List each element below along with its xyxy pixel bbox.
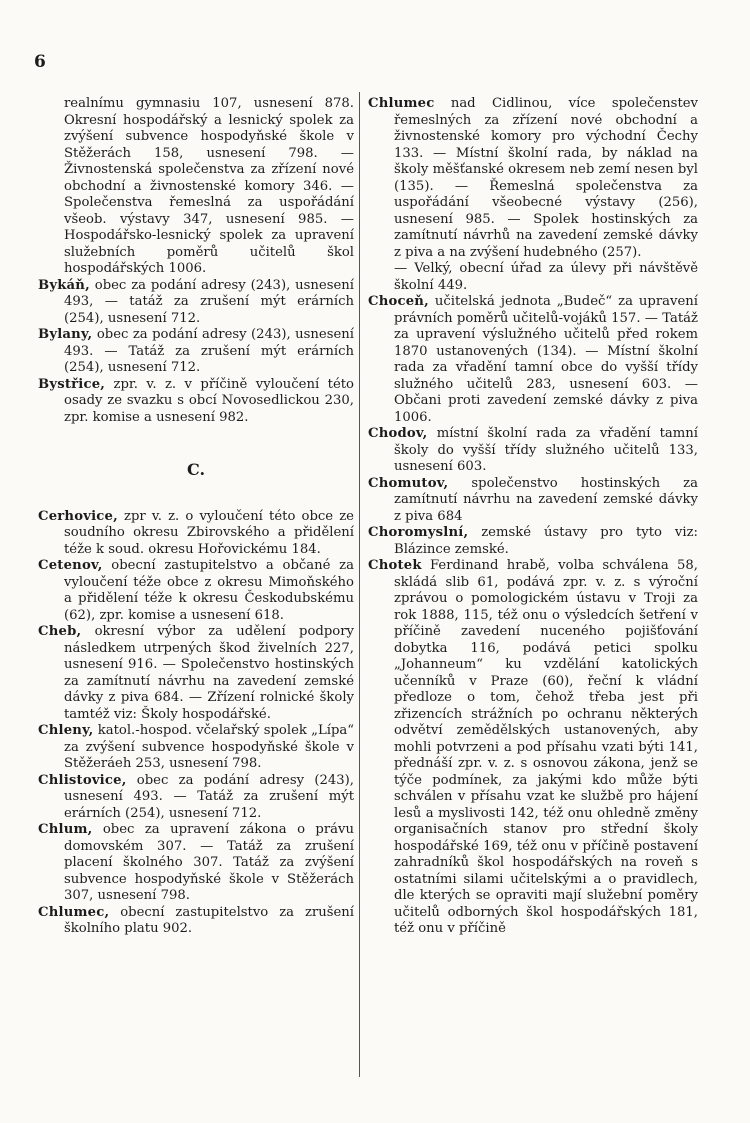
index-entry	[368, 426, 698, 476]
index-entry	[38, 822, 354, 905]
right-column	[368, 96, 698, 938]
entry-heading: Chomutov,	[368, 475, 449, 491]
entry-heading: Chotek	[368, 558, 422, 573]
entry-text: obec za upravení zákona o právu domovském 307. — Tatáž za zrušení placení školného 307. Tatáž za zvýšení subvence hospodyňské škole v Stěžerách 307, usnesení 798.	[64, 822, 354, 903]
index-entry	[38, 773, 354, 823]
column-divider	[359, 92, 360, 1077]
entry-heading: Bystřice,	[38, 376, 106, 392]
entry-heading: Cheb,	[38, 624, 82, 639]
entry-heading: Chlumec	[368, 96, 435, 111]
index-entry	[368, 261, 698, 294]
entry-text: obec za podání adresy (243), usnesení 493. — Tatáž za zrušení mýt erárních (254), usnesení 712.	[64, 772, 354, 821]
index-entry	[368, 96, 698, 261]
entry-text: učitelská jednota „Budeč“ za upravení právních poměrů učitelů-vojáků 157. — Tatáž za upravení výslužného učitelů před rokem 1870 ustanovených (134). — Místní školní rada za vřadění tamní obce do vyšší třídy služného učitelů 283, usnesení 603. — Občani proti zavedení zemské dávky z piva 1006.	[394, 294, 698, 425]
entry-text: obec za podání adresy (243), usnesení 493. — Tatáž za zrušení mýt erárních (254), usnesení 712.	[64, 327, 354, 375]
entry-heading: Cetenov,	[38, 558, 103, 573]
index-entry	[38, 509, 354, 559]
entry-text: obec za podání adresy (243), usnesení 493, — tatáž za zrušení mýt erárních (254), usnesení 712.	[64, 277, 354, 326]
index-entry	[38, 278, 354, 328]
entry-text: obecní zastupitelstvo za zrušení školního platu 902.	[64, 904, 354, 936]
index-entry	[38, 723, 354, 773]
entry-text: zpr v. z. o vyloučení této obce ze soudního okresu Zbirovského a přidělení téže k soud. okresu Hořovickému 184.	[64, 508, 354, 557]
section-heading: C.	[186, 460, 206, 479]
index-entry	[368, 558, 698, 938]
index-entry	[38, 327, 354, 377]
entry-heading: Chlistovice,	[38, 772, 127, 788]
entry-heading: Chodov,	[368, 426, 428, 441]
index-entry	[368, 294, 698, 426]
entry-heading: Bykáň,	[38, 277, 90, 293]
entry-heading: Chlum,	[38, 822, 93, 837]
entry-heading: Chleny,	[38, 723, 94, 738]
entry-text: Ferdinand hrabě, volba schválena 58, skládá slib 61, podává zpr. v. z. s výroční zprávou o pomologickém ústavu v Troji za rok 1888, 115, též onu o výsledcích šetření v příčině zavedení nuceného pojišťování dobytka 116, podává petici spolku „Johanneum“ ku vzdělání katolických učenníků v Praze (60), řeční k vládní předloze o tom, čehož třeba jest při zřizencích strážních po ochranu některých odvětví zemědělských ustanovených, aby mohli potvrzeni a pod přísahu vzati býti 141, přednáší zpr. v. z. s osnovou zákona, jenž se týče podmínek, za jakými kdo může býti schválen v přísahu vzat ke službě pro hájení lesů a myslivosti 142, též onu ohledně změny organisačních stanov pro střední školy hospodářské 169, též onu v příčině postavení zahradníků škol hospodářských na roveň s ostatními silami učitelskými a o pravidlech, dle kterých se opraviti mají služební poměry učitelů odborných škol hospodářských 181, též onu v příčině	[394, 558, 698, 936]
entry-heading: Bylany,	[38, 327, 93, 342]
entry-heading: Choceň,	[368, 294, 429, 309]
entry-text: okresní výbor za udělení podpory následkem utrpených škod živelních 227, usnesení 916. — Společenstvo hostinských za zamítnutí návrhu na zavedení zemské dávky z piva 684. — Zřízení rolnické školy tamtéž viz: Školy hospodářské.	[64, 624, 354, 722]
entry-text: — Velký, obecní úřad za úlevy při návštěvě školní 449.	[394, 261, 698, 293]
index-entry	[38, 624, 354, 723]
entry-text: katol.-hospod. včelařský spolek „Lípa“ za zvýšení subvence hospodyňské škole v Stěžeráeh 253, usnesení 798.	[64, 723, 354, 771]
continuation-text: realnímu gymnasiu 107, usnesení 878. Okresní hospodářský a lesnický spolek za zvýšení subvence hospodyňské škole v Stěžerách 158, usnesení 798. — Živnostenská společenstva za zřízení nové obchodní a živnostenské komory 346. — Společenstva řemeslná za uspořádání všeob. výstavy 347, usnesení 985. — Hospodářsko-lesnický spolek za upravení služebních poměrů učitelů škol hospodářských 1006.	[64, 96, 354, 276]
entry-text: zpr. v. z. v příčině vyloučení této osady ze svazku s obcí Novosedlickou 230, zpr. komise a usnesení 982.	[64, 376, 354, 425]
left-column	[38, 96, 354, 938]
index-entry	[38, 377, 354, 427]
page-number: 6	[34, 52, 46, 72]
entry-heading: Cerhovice,	[38, 508, 118, 524]
index-entry	[38, 558, 354, 624]
entry-heading: Choromyslní,	[368, 525, 469, 540]
index-entry	[368, 476, 698, 526]
entry-text: zemské ústavy pro tyto viz: Blázince zemské.	[394, 525, 698, 557]
entry-text: společenstvo hostinských za zamítnutí návrhu na zavedení zemské dávky z piva 684	[394, 475, 698, 524]
index-entry	[38, 905, 354, 938]
index-entry	[368, 525, 698, 558]
entry-heading: Chlumec,	[38, 904, 110, 920]
entry-text: nad Cidlinou, více společenstev řemeslných za zřízení nové obchodní a živnostenské komory pro východní Čechy 133. — Místní školní rada, by náklad na školy měšťanské okresem neb zemí nesen byl (135). — Řemeslná společenstva za uspořádání všeobecné výstavy (256), usnesení 985. — Spolek hostinských za zamítnutí návrhů na zavedení zemské dávky z piva a na zvýšení hudebného (257).	[394, 96, 698, 260]
entry-text: obecní zastupitelstvo a občané za vyloučení téže obce z okresu Mimoňského a přidělení téže k okresu Českodubskému (62), zpr. komise a usnesení 618.	[64, 558, 354, 623]
entry-text: místní školní rada za vřadění tamní školy do vyšší třídy služného učitelů 133, usnesení 603.	[394, 426, 698, 474]
